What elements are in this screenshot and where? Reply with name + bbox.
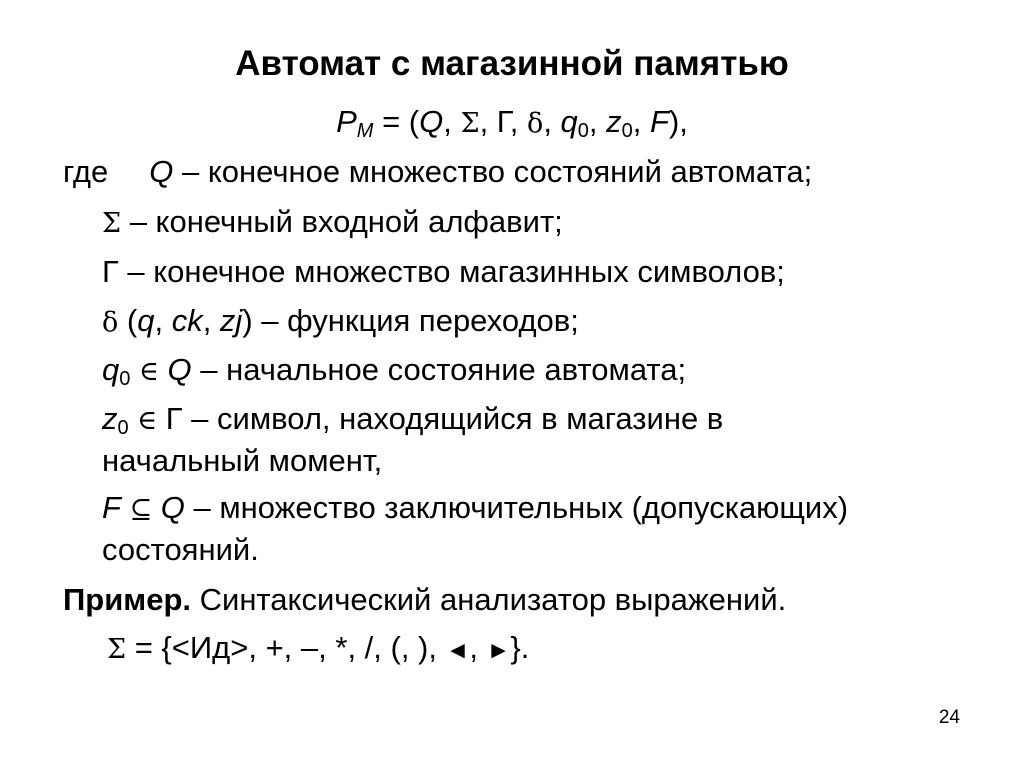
item-F-continued	[102, 530, 259, 570]
item-z0-continued	[102, 441, 382, 481]
item-sigma-text: – конечный входной алфавит;	[121, 204, 563, 239]
formula-text: ,	[632, 104, 651, 139]
page-number: 24	[938, 707, 960, 728]
alphabet-line	[107, 628, 529, 671]
alphabet-text: ,	[469, 630, 487, 665]
formula-text: ),	[668, 104, 688, 139]
item-F-symbol: F	[102, 490, 121, 525]
example-label: Пример.	[63, 582, 191, 617]
example-line	[63, 580, 786, 620]
item-q0-Q: Q	[167, 352, 192, 387]
item-z0-z: z	[102, 401, 118, 436]
formula-z: z	[606, 104, 622, 139]
item-F-text: – множество заключительных (допускающих)	[184, 490, 849, 525]
formula-text: ,	[443, 104, 461, 139]
formula-q-sub: 0	[577, 120, 589, 142]
slide-title: Автомат с магазинной памятью	[235, 44, 789, 83]
formula-sigma: Σ	[460, 108, 480, 139]
item-delta-text: ,	[154, 303, 172, 338]
item-F	[102, 488, 848, 530]
example-text: Синтаксический анализатор выражений.	[191, 582, 787, 617]
item-q0-sub: 0	[119, 368, 131, 390]
alphabet-sigma: Σ	[107, 634, 127, 665]
formula-delta: δ	[527, 108, 544, 139]
subset-symbol: ⊆	[120, 494, 161, 525]
item-delta-symbol: δ	[102, 307, 119, 338]
item-delta-q: q	[137, 303, 155, 338]
item-F-Q: Q	[160, 490, 185, 525]
item-z0-text-2: начальный момент,	[102, 443, 383, 478]
formula-P: P	[336, 104, 357, 139]
item-delta-text: ) – функция переходов;	[242, 303, 579, 338]
where-label: где	[63, 154, 109, 189]
definition-formula	[0, 102, 1024, 144]
item-z0	[102, 399, 723, 441]
item-z0-text: Г – символ, находящийся в магазине в	[165, 401, 724, 436]
alphabet-text: }.	[510, 630, 530, 665]
formula-M: M	[356, 120, 374, 142]
item-Q-symbol: Q	[149, 154, 174, 189]
formula-z-sub: 0	[621, 120, 633, 142]
where-line	[63, 152, 812, 192]
item-q0-q: q	[102, 352, 120, 387]
element-of-symbol: ∈	[130, 356, 168, 387]
item-delta	[102, 301, 579, 343]
formula-text: ,	[543, 104, 561, 139]
item-Q-text: – конечное множество состояний автомата;	[173, 154, 813, 189]
element-of-symbol: ∈	[128, 405, 166, 436]
formula-F: F	[650, 104, 669, 139]
item-delta-text: (	[118, 303, 138, 338]
right-triangle-icon: ►	[486, 637, 511, 664]
formula-q: q	[560, 104, 578, 139]
item-F-text-2: состояний.	[102, 532, 259, 567]
item-q0	[102, 350, 686, 392]
alphabet-text: = {<Ид>, +, –, *, /, (, ),	[126, 630, 446, 665]
item-delta-text: ,	[202, 303, 220, 338]
item-q0-text: – начальное состояние автомата;	[191, 352, 687, 387]
item-z0-sub: 0	[117, 417, 129, 439]
formula-text: , Г,	[479, 104, 528, 139]
item-sigma-symbol: Σ	[102, 208, 122, 239]
item-gamma-text: – конечное множество магазинных символов;	[118, 254, 785, 289]
formula-text: = (	[373, 104, 420, 139]
item-sigma	[102, 202, 563, 244]
formula-Q: Q	[419, 104, 444, 139]
formula-text: ,	[588, 104, 607, 139]
item-gamma	[102, 252, 785, 292]
item-delta-zj: zj	[219, 303, 243, 338]
item-gamma-symbol: Г	[102, 254, 119, 289]
item-delta-ck: ck	[171, 303, 203, 338]
left-triangle-icon: ◄	[445, 637, 470, 664]
